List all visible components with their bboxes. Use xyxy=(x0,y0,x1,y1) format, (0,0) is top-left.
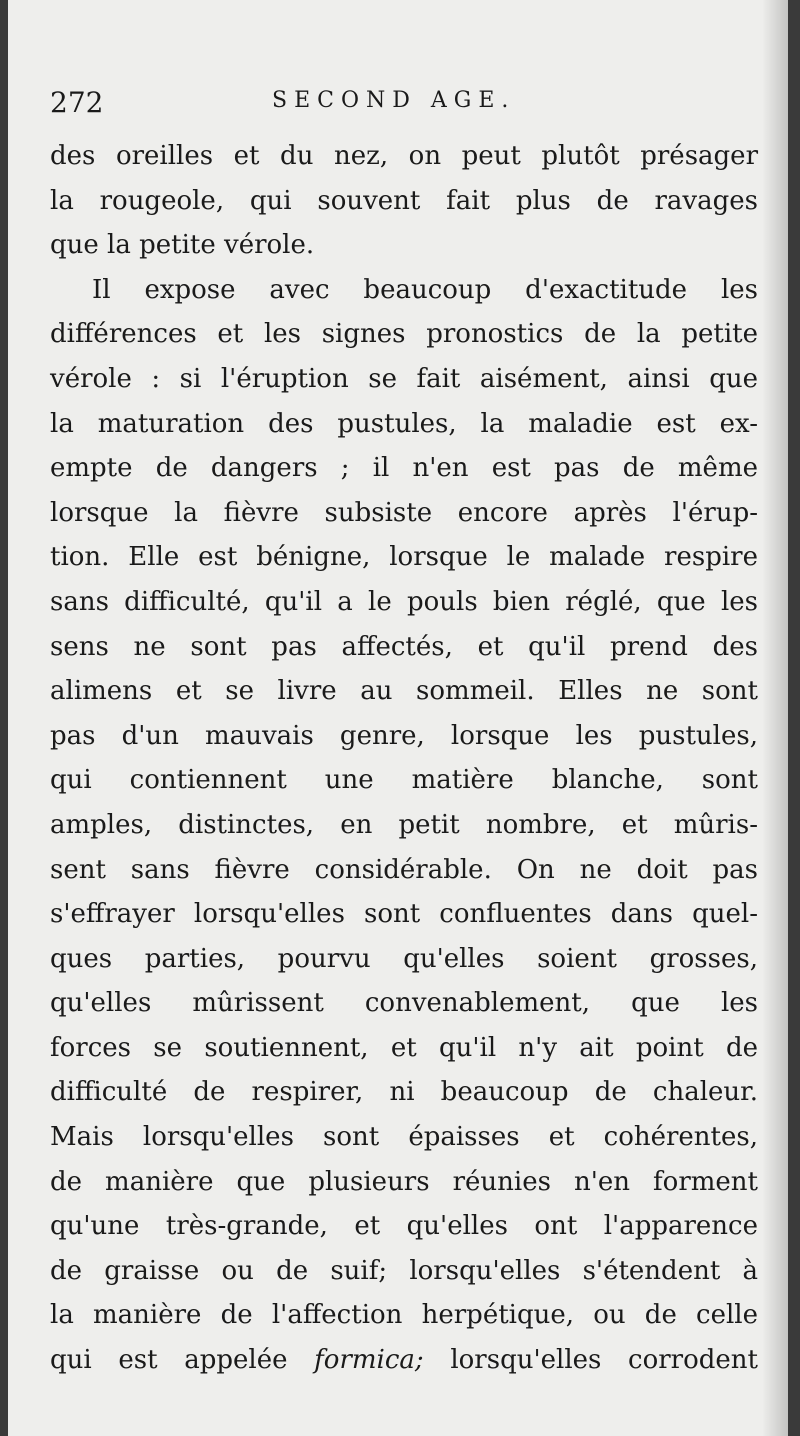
text-fragment: qui est appelée xyxy=(50,1345,315,1376)
text-line: sens ne sont pas affectés, et qu'il prend des xyxy=(50,631,758,662)
text-line: Mais lorsqu'elles sont épaisses et cohérentes, xyxy=(50,1122,758,1153)
text-line: lorsque la fièvre subsiste encore après l'érup- xyxy=(50,497,758,528)
text-line: difficulté de respirer, ni beaucoup de chaleur. xyxy=(50,1077,758,1108)
text-line: amples, distinctes, en petit nombre, et mûris- xyxy=(50,809,758,840)
text-line: la rougeole, qui souvent fait plus de ravages xyxy=(50,185,758,216)
text-line: s'effrayer lorsqu'elles sont confluentes dans quel- xyxy=(50,899,758,930)
text-line: que la petite vérole. xyxy=(50,230,315,261)
text-line: forces se soutiennent, et qu'il n'y ait point de xyxy=(50,1032,758,1063)
text-line: la maturation des pustules, la maladie est ex- xyxy=(50,408,758,439)
text-line: qui contiennent une matière blanche, sont xyxy=(50,765,758,796)
text-line: alimens et se livre au sommeil. Elles ne sont xyxy=(50,676,758,707)
text-line: vérole : si l'éruption se fait aisément, ainsi que xyxy=(50,363,758,394)
text-line: tion. Elle est bénigne, lorsque le malade respire xyxy=(50,542,758,573)
text-line-last xyxy=(50,1338,758,1383)
text-line: la manière de l'affection herpétique, ou de celle xyxy=(50,1300,758,1331)
text-line: sans difficulté, qu'il a le pouls bien réglé, que les xyxy=(50,586,758,617)
page-number: 272 xyxy=(50,86,104,119)
page-header xyxy=(50,86,750,126)
text-line: qu'une très-grande, et qu'elles ont l'apparence xyxy=(50,1211,758,1242)
text-line: des oreilles et du nez, on peut plutôt présager xyxy=(50,141,758,171)
text-line: de manière que plusieurs réunies n'en forment xyxy=(50,1166,758,1197)
text-fragment: lorsqu'elles corrodent xyxy=(423,1345,758,1376)
text-line: Il expose avec beaucoup d'exactitude les xyxy=(92,274,758,305)
text-line: pas d'un mauvais genre, lorsque les pustules, xyxy=(50,720,758,751)
italic-word: formica; xyxy=(314,1345,424,1376)
book-page xyxy=(8,0,788,1436)
text-line: de graisse ou de suif; lorsqu'elles s'étendent à xyxy=(50,1255,758,1286)
running-head: SECOND AGE. xyxy=(272,88,516,113)
text-line: sent sans fièvre considérable. On ne doit pas xyxy=(50,854,758,885)
text-line: empte de dangers ; il n'en est pas de même xyxy=(50,453,758,484)
text-line: ques parties, pourvu qu'elles soient grosses, xyxy=(50,943,758,974)
text-line: différences et les signes pronostics de la petite xyxy=(50,319,758,350)
text-line: qu'elles mûrissent convenablement, que les xyxy=(50,988,758,1019)
body-text xyxy=(50,134,758,1383)
